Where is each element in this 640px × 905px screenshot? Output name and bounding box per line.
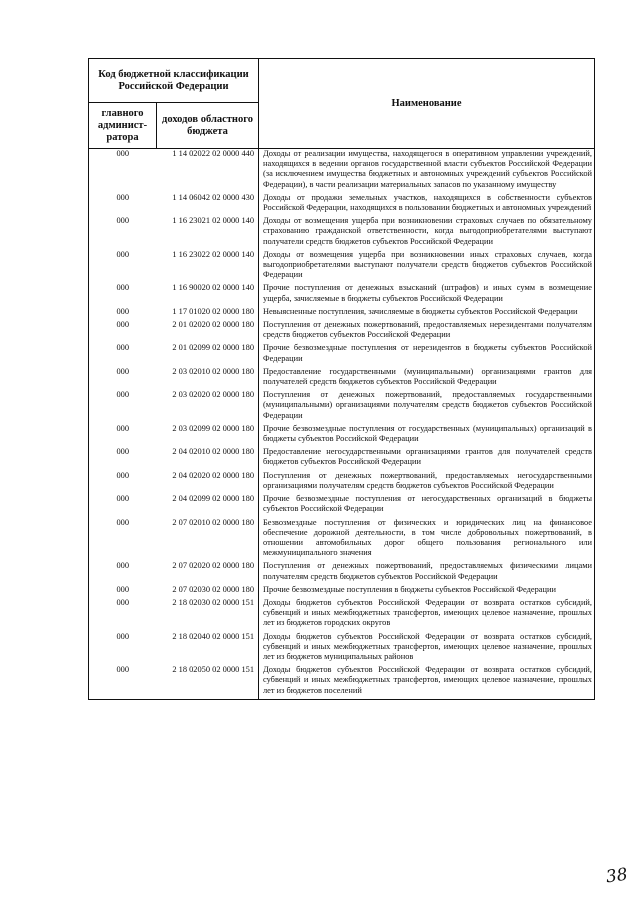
name-column-header: Наименование	[259, 59, 595, 149]
revenue-name-cell: Прочие безвозмездные поступления в бюджеты субъектов Российской Федерации	[259, 585, 595, 598]
admin-column-header: главного админист-ратора	[89, 103, 157, 149]
income-code-cell: 2 03 02099 02 0000 180	[172, 423, 254, 433]
table-row	[89, 320, 595, 343]
table-row	[89, 665, 595, 699]
table-row	[89, 561, 595, 584]
revenue-name-cell: Прочие безвозмездные поступления от негосударственных организаций в бюджеты субъектов Российской Федерации	[259, 494, 595, 517]
table-row	[89, 494, 595, 517]
document-page	[88, 58, 594, 700]
income-code-cell: 2 03 02020 02 0000 180	[172, 390, 254, 400]
table-row	[89, 390, 595, 424]
income-code-cell: 2 18 02050 02 0000 151	[157, 665, 259, 699]
table-row	[89, 518, 595, 562]
revenue-name-cell: Доходы от продажи земельных участков, находящихся в собственности субъектов Российской Федерации, находящихся в пользовании бюджетных и автономных учреждений	[259, 193, 595, 216]
admin-code-cell: 000	[89, 307, 157, 320]
table-row	[89, 343, 595, 366]
table-row	[89, 216, 595, 250]
table-row	[89, 598, 595, 632]
income-code-cell: 1 14 06042 02 0000 430	[172, 192, 254, 202]
admin-code-cell: 000	[89, 598, 157, 632]
table-row	[89, 307, 595, 320]
income-code-cell: 2 04 02010 02 0000 180	[172, 447, 254, 457]
admin-code-cell: 000	[89, 518, 157, 562]
table-row	[89, 149, 595, 193]
revenue-name-cell: Прочие безвозмездные поступления от государственных (муниципальных) организаций в бюджеты субъектов Российской Федерации	[259, 424, 595, 447]
admin-code-cell: 000	[89, 494, 157, 517]
income-code-cell: 2 07 02030 02 0000 180	[172, 584, 254, 594]
admin-code-cell: 000	[89, 283, 157, 306]
revenue-name-cell: Прочие поступления от денежных взысканий (штрафов) и иных сумм в возмещение ущерба, зачисляемые в бюджеты субъектов Российской Федерации	[259, 283, 595, 306]
table-row	[89, 283, 595, 306]
table-row	[89, 424, 595, 447]
income-code-cell: 2 04 02020 02 0000 180	[172, 470, 254, 480]
revenue-name-cell: Прочие безвозмездные поступления от нерезидентов в бюджеты субъектов Российской Федерации	[259, 343, 595, 366]
admin-code-cell: 000	[89, 632, 157, 666]
income-code-cell: 2 03 02010 02 0000 180	[172, 366, 254, 376]
revenue-name-cell: Доходы бюджетов субъектов Российской Федерации от возврата остатков субсидий, субвенций и иных межбюджетных трансфертов, имеющих целевое назначение, прошлых лет из бюджетов поселений	[259, 665, 595, 699]
income-code-cell: 1 17 01020 02 0000 180	[172, 306, 254, 316]
revenue-name-cell: Поступления от денежных пожертвований, предоставляемых нерезидентами получателям средств бюджетов субъектов Российской Федерации	[259, 320, 595, 343]
income-code-cell: 2 18 02030 02 0000 151	[172, 597, 254, 607]
admin-code-cell: 000	[89, 149, 157, 193]
income-column-header: доходов областного бюджета	[157, 103, 259, 149]
revenue-name-cell: Доходы от возмещения ущерба при возникновении иных страховых случаев, когда выгодоприобретателями выступают получатели средств бюджетов субъектов Российской Федерации	[259, 250, 595, 284]
admin-code-cell: 000	[89, 471, 157, 494]
admin-code-cell: 000	[89, 250, 157, 284]
revenue-name-cell: Доходы от возмещения ущерба при возникновении страховых случаев по обязательному страхованию гражданской ответственности, когда выгодоприобретателями выступают получатели средств бюджетов субъектов Российской Федерации	[259, 216, 595, 250]
income-code-cell: 1 16 23021 02 0000 140	[172, 216, 254, 226]
table-row	[89, 471, 595, 494]
income-code-cell: 2 07 02020 02 0000 180	[172, 561, 254, 571]
page-number: 38	[604, 864, 629, 888]
admin-code-cell: 000	[89, 193, 157, 216]
revenue-name-cell: Предоставление негосударственными организациями грантов для получателей средств бюджетов субъектов Российской Федерации	[259, 447, 595, 470]
revenue-name-cell: Доходы бюджетов субъектов Российской Федерации от возврата остатков субсидий, субвенций и иных межбюджетных трансфертов, имеющих целевое назначение, прошлых лет из бюджетов муниципальных районов	[259, 632, 595, 666]
income-code-cell: 2 04 02099 02 0000 180	[172, 494, 254, 504]
revenue-name-cell: Доходы бюджетов субъектов Российской Федерации от возврата остатков субсидий, субвенций и иных межбюджетных трансфертов, имеющих целевое назначение, прошлых лет из бюджетов городских округов	[259, 598, 595, 632]
admin-code-cell: 000	[89, 585, 157, 598]
admin-code-cell: 000	[89, 424, 157, 447]
table-row	[89, 585, 595, 598]
revenue-name-cell: Поступления от денежных пожертвований, предоставляемых государственными (муниципальными) организациями получателям средств бюджетов субъектов Российской Федерации	[259, 390, 595, 424]
revenue-name-cell: Предоставление государственными (муниципальными) организациями грантов для получателей средств бюджетов субъектов Российской Федерации	[259, 367, 595, 390]
admin-code-cell: 000	[89, 447, 157, 470]
revenue-name-cell: Поступления от денежных пожертвований, предоставляемых физическими лицами получателям средств бюджетов субъектов Российской Федерации	[259, 561, 595, 584]
income-code-cell: 1 16 23022 02 0000 140	[172, 249, 254, 259]
table-row	[89, 632, 595, 666]
revenue-name-cell: Невыясненные поступления, зачисляемые в бюджеты субъектов Российской Федерации	[259, 307, 595, 320]
budget-code-group-header: Код бюджетной классификации Российской Федерации	[89, 59, 259, 103]
table-row	[89, 193, 595, 216]
table-row	[89, 250, 595, 284]
admin-code-cell: 000	[89, 390, 157, 424]
admin-code-cell: 000	[89, 367, 157, 390]
admin-code-cell: 000	[89, 320, 157, 343]
income-code-cell: 2 01 02099 02 0000 180	[172, 343, 254, 353]
table-row	[89, 367, 595, 390]
income-code-cell: 1 16 90020 02 0000 140	[172, 283, 254, 293]
income-code-cell: 2 18 02040 02 0000 151	[172, 631, 254, 641]
revenue-name-cell: Безвозмездные поступления от физических и юридических лиц на финансовое обеспечение дорожной деятельности, в том числе добровольных пожертвований, в отношении автомобильных дорог общего пользования регионального или межмуниципального значения	[259, 518, 595, 562]
income-code-cell: 1 14 02022 02 0000 440	[172, 149, 254, 158]
table-row	[89, 447, 595, 470]
admin-code-cell: 000	[89, 665, 157, 699]
revenue-name-cell: Поступления от денежных пожертвований, предоставляемых негосударственными организациями получателям средств бюджетов субъектов Российской Федерации	[259, 471, 595, 494]
admin-code-cell: 000	[89, 216, 157, 250]
revenue-name-cell: Доходы от реализации имущества, находящегося в оперативном управлении учреждений, находящихся в ведении органов государственной власти субъектов Российской Федерации (за исключением имущества бюджетных и автономных учреждений субъектов Российской Федерации), в части реализации материальных запасов по указанному имуществу	[259, 149, 595, 193]
budget-classification-table	[88, 58, 595, 700]
admin-code-cell: 000	[89, 343, 157, 366]
admin-code-cell: 000	[89, 561, 157, 584]
table-body	[89, 149, 595, 700]
income-code-cell: 2 01 02020 02 0000 180	[172, 320, 254, 330]
income-code-cell: 2 07 02010 02 0000 180	[172, 517, 254, 527]
